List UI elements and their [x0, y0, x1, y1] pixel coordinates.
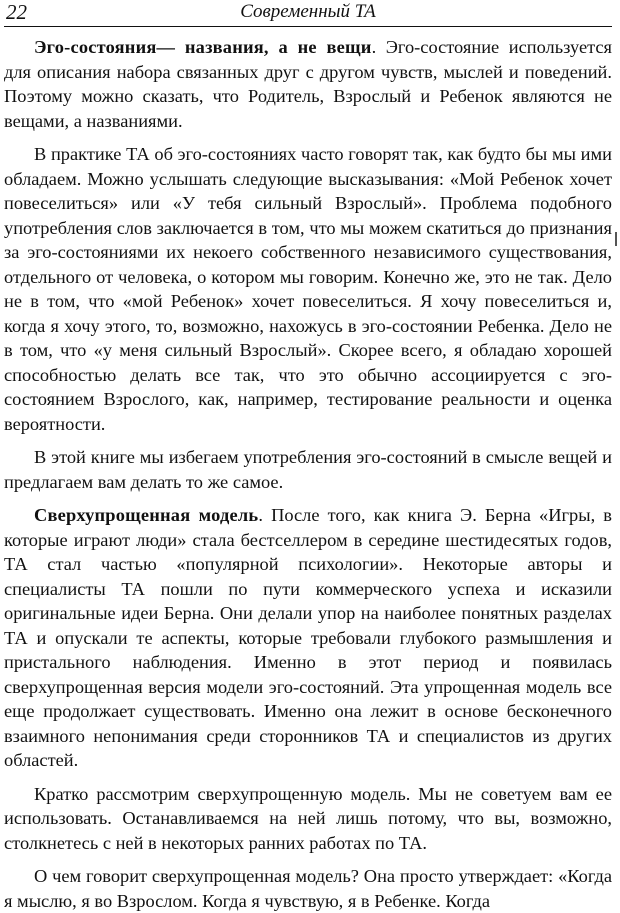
- running-title: Современный ТА: [240, 1, 376, 22]
- paragraph-text: В этой книге мы избегаем употребления эго-состояний в смысле вещей и предлагаем вам делать то же самое.: [4, 447, 612, 492]
- margin-mark: [615, 232, 617, 246]
- page-number: 22: [6, 0, 27, 24]
- paragraph-avoid-usage: [4, 445, 612, 494]
- paragraph-oversimplified-model: [4, 503, 612, 773]
- paragraph-text: . После того, как книга Э. Берна «Игры, в которые играют люди» стала бестселлером в середине шестидесятых годов, ТА стал частью «популярной психологии». Некоторые авторы и специалисты ТА пошли по пути коммерческого успеха и исказили оригинальные идеи Берна. Они делали упор на наиболее понятных разделах ТА и опускали те аспекты, которые требовали глубокого размышления и пристального наблюдения. Именно в этот период и появилась сверхупрощенная версия модели эго-состояний. Эта упрощенная модель все еще продолжает существовать. Именно она лежит в основе бесконечного взаимного непонимания среди сторонников ТА и специалистов из других областей.: [4, 505, 612, 770]
- paragraph-text: . Эго-состояние используется для описания набора связанных друг с другом чувств, мыслей и поведений. Поэтому можно сказать, что Родитель, Взрослый и Ребенок являются не вещами, а названиями.: [4, 37, 612, 131]
- paragraph-ta-practice: [4, 142, 612, 436]
- paragraph-lead: Эго-состояния— названия, а не вещи: [34, 37, 372, 57]
- page-header: [4, 0, 612, 27]
- paragraph-briefly-consider: [4, 782, 612, 856]
- paragraph-text: О чем говорит сверхупрощенная модель? Она просто утверждает: «Когда я мыслю, я во Взрослом. Когда я чувствую, я в Ребенке. Когда: [4, 866, 612, 911]
- paragraph-ego-states-names: [4, 35, 612, 133]
- paragraph-text: В практике ТА об эго-состояниях часто говорят так, как будто бы мы ими обладаем. Можно услышать следующие высказывания: «Мой Ребенок хочет повеселиться» или «У тебя сильный Взрослый». Проблема подобного употребления слов заключается в том, что мы можем скатиться до признания за эго-состояниями их некоего собственного независимого существования, отдельного от человека, о котором мы говорим. Конечно же, это не так. Дело не в том, что «мой Ребенок» хочет повеселиться. Я хочу повеселиться и, когда я хочу этого, то, возможно, нахожусь в эго-состоянии Ребенка. Дело не в том, что «у меня сильный Взрослый». Скорее всего, я обладаю хорошей способностью делать все так, что это обычно ассоциируется с эго-состоянием Взрослого, как, например, тестирование реальности и оценка вероятности.: [4, 144, 612, 434]
- page-body: [4, 35, 612, 913]
- paragraph-lead: Сверхупрощенная модель: [34, 505, 259, 525]
- paragraph-text: Кратко рассмотрим сверхупрощенную модель. Мы не советуем вам ее использовать. Останавливаемся на ней лишь потому, что вы, возможно, столкнетесь с ней в некоторых ранних работах по ТА.: [4, 783, 612, 853]
